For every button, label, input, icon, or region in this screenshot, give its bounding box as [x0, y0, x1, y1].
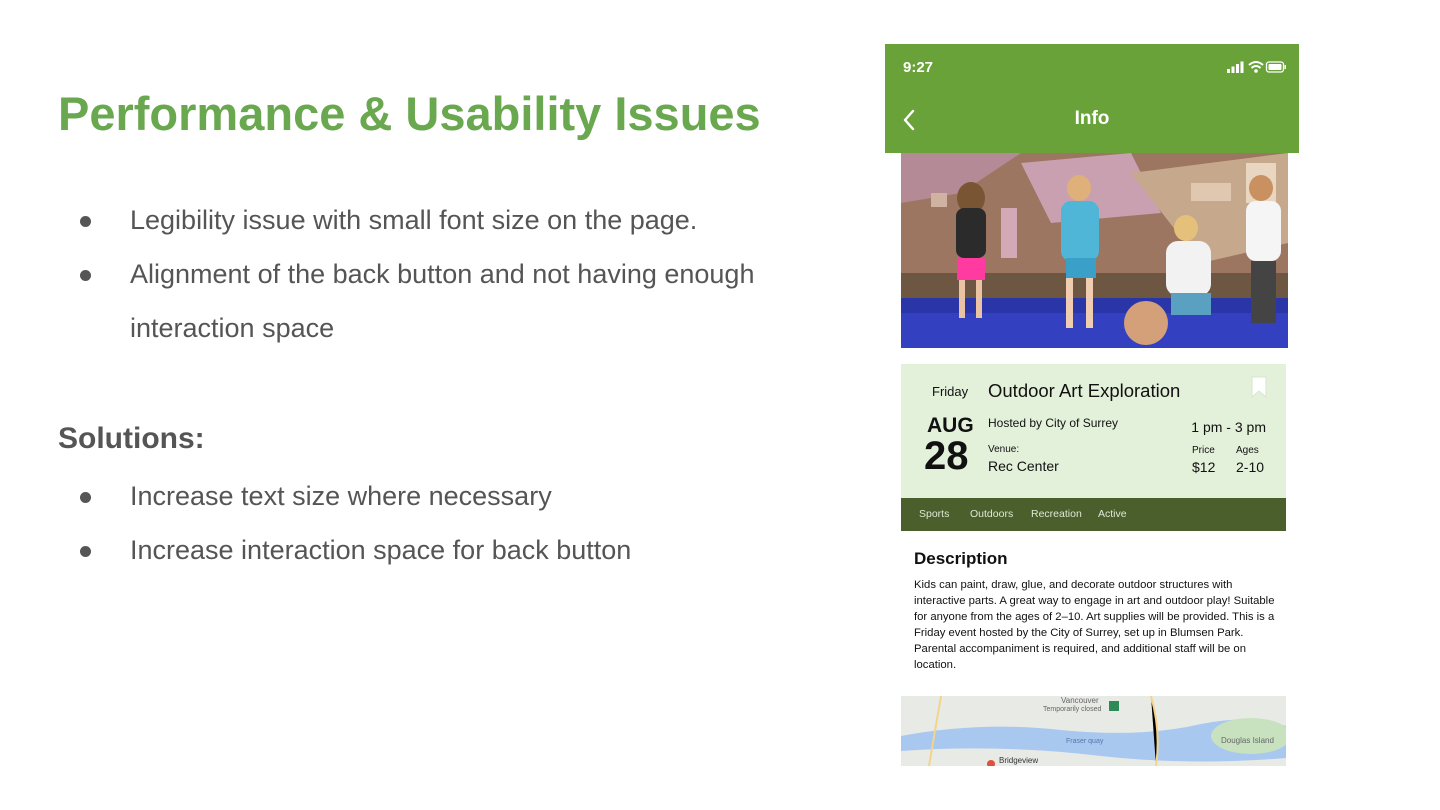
- description-heading: Description: [914, 549, 1008, 568]
- app-bar-title: Info: [1074, 108, 1110, 129]
- venue-value: Rec Center: [988, 458, 1059, 474]
- solution-text: Increase text size where necessary: [130, 481, 552, 511]
- ages-label: Ages: [1236, 445, 1259, 456]
- bullet-icon: [80, 270, 91, 281]
- list-item: [74, 247, 854, 355]
- issue-text: Alignment of the back button and not having enough interaction space: [130, 259, 755, 343]
- venue-label: Venue:: [988, 444, 1020, 455]
- phone-mockup: [885, 44, 1299, 770]
- list-item: [74, 469, 834, 523]
- ages-value: 2-10: [1236, 459, 1265, 475]
- issue-text: Legibility issue with small font size on the page.: [130, 205, 698, 235]
- solution-text: Increase interaction space for back button: [130, 535, 632, 565]
- bullet-icon: [80, 492, 91, 503]
- map-label-fraser-quay: Fraser quay: [1066, 738, 1104, 745]
- tag-outdoors[interactable]: Outdoors: [970, 508, 1014, 520]
- bullet-icon: [80, 546, 91, 557]
- bullet-icon: [80, 216, 91, 227]
- event-host: Hosted by City of Surrey: [988, 416, 1119, 430]
- price-label: Price: [1192, 445, 1215, 456]
- map-label-douglas-island: Douglas Island: [1221, 736, 1274, 745]
- event-time: 1 pm - 3 pm: [1191, 419, 1266, 435]
- map-view[interactable]: [901, 696, 1286, 766]
- event-card: [901, 364, 1286, 498]
- tag-sports[interactable]: Sports: [919, 508, 950, 520]
- list-item: [74, 193, 854, 247]
- issues-list: [74, 193, 854, 355]
- solutions-heading: Solutions:: [58, 422, 205, 455]
- tag-active[interactable]: Active: [1098, 508, 1127, 520]
- solutions-list: [74, 469, 834, 577]
- tag-recreation[interactable]: Recreation: [1031, 508, 1082, 520]
- bookmark-icon[interactable]: [1251, 376, 1267, 403]
- event-date: 28: [924, 434, 969, 478]
- event-month: AUG: [927, 414, 974, 437]
- map-label-bridgeview: Bridgeview: [999, 756, 1039, 765]
- signal-wifi-battery-icon: [1227, 60, 1287, 74]
- description-text: Kids can paint, draw, glue, and decorate outdoor structures with interactive parts. A great way to engage in art and outdoor play! Suitable for anyone from the ages of 2–10. Art supplies will be provided. This is a Friday event hosted by the City of Surrey, set up in Blumsen Park. Parental accompaniment is required, and additional staff will be on location.: [914, 579, 1275, 671]
- tag-bar: [901, 498, 1286, 531]
- status-time: 9:27: [903, 59, 934, 76]
- price-value: $12: [1192, 459, 1216, 475]
- map-label-temp-closed: Temporarily closed: [1043, 706, 1102, 713]
- slide-title: Performance & Usability Issues: [58, 87, 761, 140]
- event-title: Outdoor Art Exploration: [988, 380, 1181, 401]
- event-photo: [901, 153, 1288, 348]
- map-label-vancouver: Vancouver: [1061, 696, 1099, 705]
- status-icons: [1227, 60, 1287, 79]
- app-bar: [885, 44, 1299, 153]
- event-day-of-week: Friday: [932, 384, 969, 399]
- list-item: [74, 523, 834, 577]
